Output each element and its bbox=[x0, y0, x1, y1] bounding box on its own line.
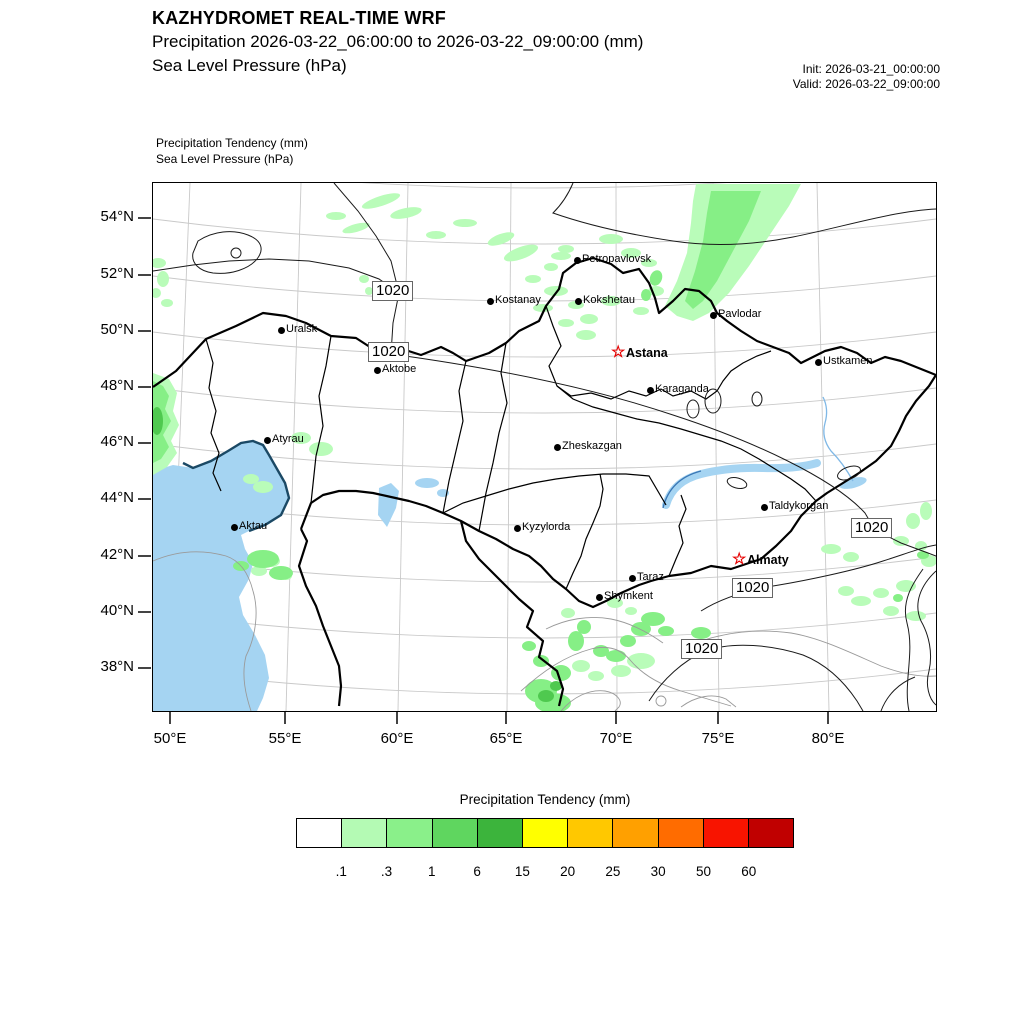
colorbar-tick-label: 50 bbox=[695, 864, 711, 879]
lon-tick bbox=[827, 712, 829, 724]
colorbar-cell bbox=[523, 819, 568, 847]
colorbar-tick-label: 20 bbox=[560, 864, 576, 879]
isobar-value-label: 1020 bbox=[732, 578, 773, 598]
city-label: Taraz bbox=[637, 571, 664, 583]
river-irtysh bbox=[823, 397, 853, 481]
lat-tick-label: 40°N bbox=[100, 602, 134, 619]
city-label: Shymkent bbox=[604, 590, 653, 602]
map-legend bbox=[156, 135, 308, 167]
lat-tick bbox=[138, 330, 151, 332]
lon-tick bbox=[284, 712, 286, 724]
colorbar-cell bbox=[478, 819, 523, 847]
city-marker bbox=[647, 387, 654, 394]
city-marker bbox=[761, 504, 768, 511]
colorbar-tick-label: .3 bbox=[380, 864, 393, 879]
isobar-value-label: 1020 bbox=[851, 518, 892, 538]
lon-tick bbox=[396, 712, 398, 724]
legend-pressure-line: Sea Level Pressure (hPa) bbox=[156, 152, 294, 166]
lon-tick-label: 60°E bbox=[380, 730, 414, 747]
city-label: Kyzylorda bbox=[522, 521, 571, 533]
caspian-sea bbox=[153, 441, 289, 711]
city-label: Atyrau bbox=[272, 433, 304, 445]
city-label: Aktobe bbox=[382, 363, 417, 375]
page-title: KAZHYDROMET REAL-TIME WRF bbox=[152, 8, 446, 28]
lat-tick-label: 50°N bbox=[100, 321, 134, 338]
lat-tick bbox=[138, 667, 151, 669]
graticule bbox=[153, 183, 936, 711]
lon-tick-label: 75°E bbox=[701, 730, 735, 747]
city-label: Taldykorgan bbox=[769, 500, 829, 512]
lon-tick-label: 80°E bbox=[811, 730, 845, 747]
colorbar-cell bbox=[749, 819, 793, 847]
colorbar-tick-label: 1 bbox=[428, 864, 436, 879]
colorbar-cell bbox=[613, 819, 658, 847]
colorbar-tick-label: 6 bbox=[473, 864, 481, 879]
subtitle-precipitation: Precipitation 2026-03-22_06:00:00 to 2026-03-22_09:00:00 (mm) bbox=[152, 32, 644, 51]
city-label: Kostanay bbox=[495, 294, 541, 306]
city-marker bbox=[374, 367, 381, 374]
city-label: Aktau bbox=[239, 520, 268, 532]
lat-tick-label: 48°N bbox=[100, 377, 134, 394]
city-label: Zheskazgan bbox=[562, 440, 622, 452]
lon-tick-label: 55°E bbox=[268, 730, 302, 747]
city-marker bbox=[574, 257, 581, 264]
city-marker bbox=[487, 298, 494, 305]
city-marker bbox=[231, 524, 238, 531]
isobar-value-label: 1020 bbox=[681, 639, 722, 659]
lat-tick-label: 46°N bbox=[100, 433, 134, 450]
lat-tick-label: 54°N bbox=[100, 208, 134, 225]
precip-medium bbox=[153, 191, 929, 711]
city-label: Pavlodar bbox=[718, 308, 762, 320]
small-lakes bbox=[415, 478, 439, 488]
lat-tick bbox=[138, 217, 151, 219]
lat-tick bbox=[138, 274, 151, 276]
city-label: Ustkamen bbox=[823, 355, 873, 367]
lon-tick bbox=[505, 712, 507, 724]
city-marker bbox=[710, 312, 717, 319]
lon-tick-label: 50°E bbox=[153, 730, 187, 747]
isobar-value-label: 1020 bbox=[372, 281, 413, 301]
isobar-value-label: 1020 bbox=[368, 342, 409, 362]
city-label: Almaty bbox=[747, 553, 789, 567]
city-marker bbox=[264, 437, 271, 444]
colorbar-cell bbox=[659, 819, 704, 847]
lon-tick-label: 65°E bbox=[489, 730, 523, 747]
valid-time: Valid: 2026-03-22_09:00:00 bbox=[792, 77, 940, 91]
lon-tick bbox=[615, 712, 617, 724]
colorbar-cell bbox=[568, 819, 613, 847]
colorbar-tick-label: 15 bbox=[514, 864, 530, 879]
lat-tick bbox=[138, 498, 151, 500]
legend-precip-line: Precipitation Tendency (mm) bbox=[156, 136, 308, 150]
lon-tick bbox=[169, 712, 171, 724]
lon-tick-label: 70°E bbox=[599, 730, 633, 747]
colorbar-tick-label: 60 bbox=[741, 864, 757, 879]
city-marker bbox=[278, 327, 285, 334]
city-marker bbox=[554, 444, 561, 451]
colorbar-cell bbox=[297, 819, 342, 847]
colorbar-tick-label: 25 bbox=[605, 864, 621, 879]
colorbar-cell bbox=[433, 819, 478, 847]
lat-tick-label: 38°N bbox=[100, 658, 134, 675]
map-drawing bbox=[153, 183, 936, 711]
colorbar-cell bbox=[342, 819, 387, 847]
capital-star-icon: ☆ bbox=[611, 344, 626, 361]
colorbar-cell bbox=[704, 819, 749, 847]
lat-tick-label: 44°N bbox=[100, 489, 134, 506]
title-block bbox=[152, 6, 643, 78]
map-canvas bbox=[152, 182, 937, 712]
subtitle-pressure: Sea Level Pressure (hPa) bbox=[152, 56, 347, 75]
city-marker bbox=[815, 359, 822, 366]
colorbar-title: Precipitation Tendency (mm) bbox=[459, 792, 631, 807]
lat-tick-label: 42°N bbox=[100, 546, 134, 563]
lon-tick bbox=[717, 712, 719, 724]
init-time: Init: 2026-03-21_00:00:00 bbox=[802, 62, 940, 76]
city-label: Petropavlovsk bbox=[582, 253, 652, 265]
lat-tick bbox=[138, 386, 151, 388]
lake-balkhash bbox=[666, 463, 817, 505]
colorbar-tick-label: .1 bbox=[335, 864, 347, 879]
city-label: Kokshetau bbox=[583, 294, 635, 306]
city-marker bbox=[575, 298, 582, 305]
city-label: Astana bbox=[626, 346, 668, 360]
model-run-info bbox=[793, 62, 940, 92]
lat-tick bbox=[138, 442, 151, 444]
capital-star-icon: ☆ bbox=[732, 551, 747, 568]
city-marker bbox=[514, 525, 521, 532]
city-label: Uralsk bbox=[286, 323, 318, 335]
lat-tick-label: 52°N bbox=[100, 265, 134, 282]
colorbar bbox=[296, 818, 794, 848]
city-marker bbox=[596, 594, 603, 601]
lat-tick bbox=[138, 611, 151, 613]
lat-tick bbox=[138, 555, 151, 557]
colorbar-cell bbox=[387, 819, 432, 847]
colorbar-tick-label: 30 bbox=[650, 864, 666, 879]
city-marker bbox=[629, 575, 636, 582]
city-label: Karaganda bbox=[655, 383, 709, 395]
